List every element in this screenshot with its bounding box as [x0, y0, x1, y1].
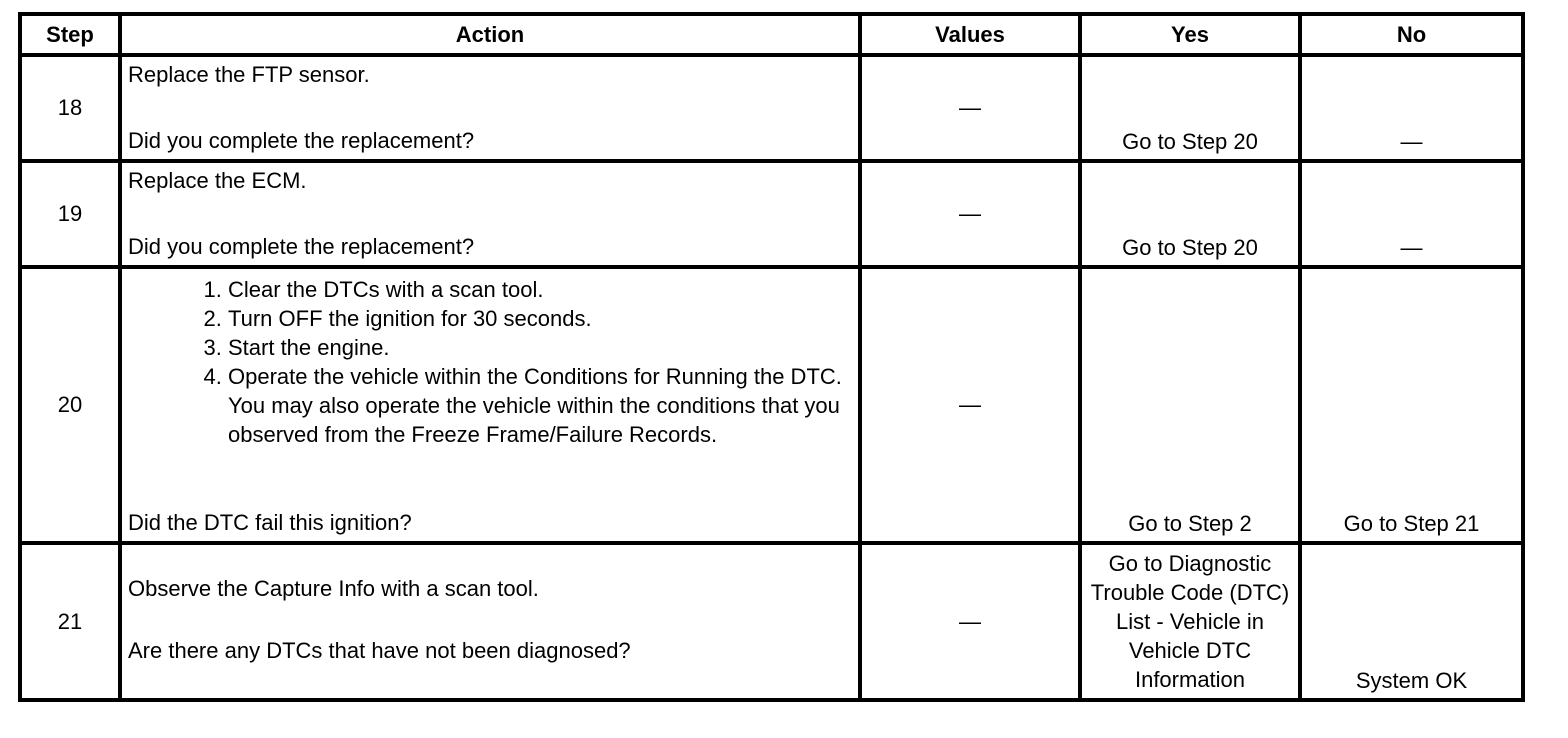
- yes-cell: Go to Diagnostic Trouble Code (DTC) List - Vehicle in Vehicle DTC Information: [1080, 543, 1300, 700]
- action-question: Did you complete the replacement?: [128, 128, 475, 153]
- action-text: Observe the Capture Info with a scan tool.: [128, 576, 539, 601]
- list-item: 4. Operate the vehicle within the Conditions for Running the DTC. You may also operate the vehicle within the conditions that you observed from the Freeze Frame/Failure Records.: [228, 362, 852, 449]
- step-number: 20: [20, 267, 120, 543]
- step-number: 18: [20, 55, 120, 161]
- action-text: Replace the ECM.: [128, 168, 307, 193]
- table-row: [20, 543, 1523, 700]
- values-cell: —: [860, 55, 1080, 161]
- values-cell: —: [860, 161, 1080, 267]
- no-cell: Go to Step 21: [1300, 267, 1523, 543]
- action-question: Did the DTC fail this ignition?: [128, 510, 412, 535]
- header-no: No: [1300, 14, 1523, 55]
- table-row: [20, 55, 1523, 161]
- yes-cell: Go to Step 2: [1080, 267, 1300, 543]
- yes-cell: Go to Step 20: [1080, 161, 1300, 267]
- action-text: Replace the FTP sensor.: [128, 62, 370, 87]
- action-question: Did you complete the replacement?: [128, 234, 475, 259]
- values-cell: —: [860, 543, 1080, 700]
- list-item: 3. Start the engine.: [228, 333, 852, 362]
- action-cell: [120, 543, 860, 700]
- values-cell: —: [860, 267, 1080, 543]
- no-cell: —: [1300, 161, 1523, 267]
- no-cell: System OK: [1300, 543, 1523, 700]
- list-item: 2. Turn OFF the ignition for 30 seconds.: [228, 304, 852, 333]
- yes-cell: Go to Step 20: [1080, 55, 1300, 161]
- action-cell: [120, 267, 860, 543]
- step-number: 19: [20, 161, 120, 267]
- diagnostic-table: [18, 12, 1525, 702]
- header-yes: Yes: [1080, 14, 1300, 55]
- step-number: 21: [20, 543, 120, 700]
- header-values: Values: [860, 14, 1080, 55]
- action-cell: [120, 55, 860, 161]
- header-action: Action: [120, 14, 860, 55]
- action-cell: [120, 161, 860, 267]
- header-step: Step: [20, 14, 120, 55]
- table-row: [20, 267, 1523, 543]
- table-row: [20, 161, 1523, 267]
- action-question: Are there any DTCs that have not been diagnosed?: [128, 638, 631, 663]
- action-steps-list: [128, 275, 852, 449]
- no-cell: —: [1300, 55, 1523, 161]
- list-item: 1. Clear the DTCs with a scan tool.: [228, 275, 852, 304]
- header-row: [20, 14, 1523, 55]
